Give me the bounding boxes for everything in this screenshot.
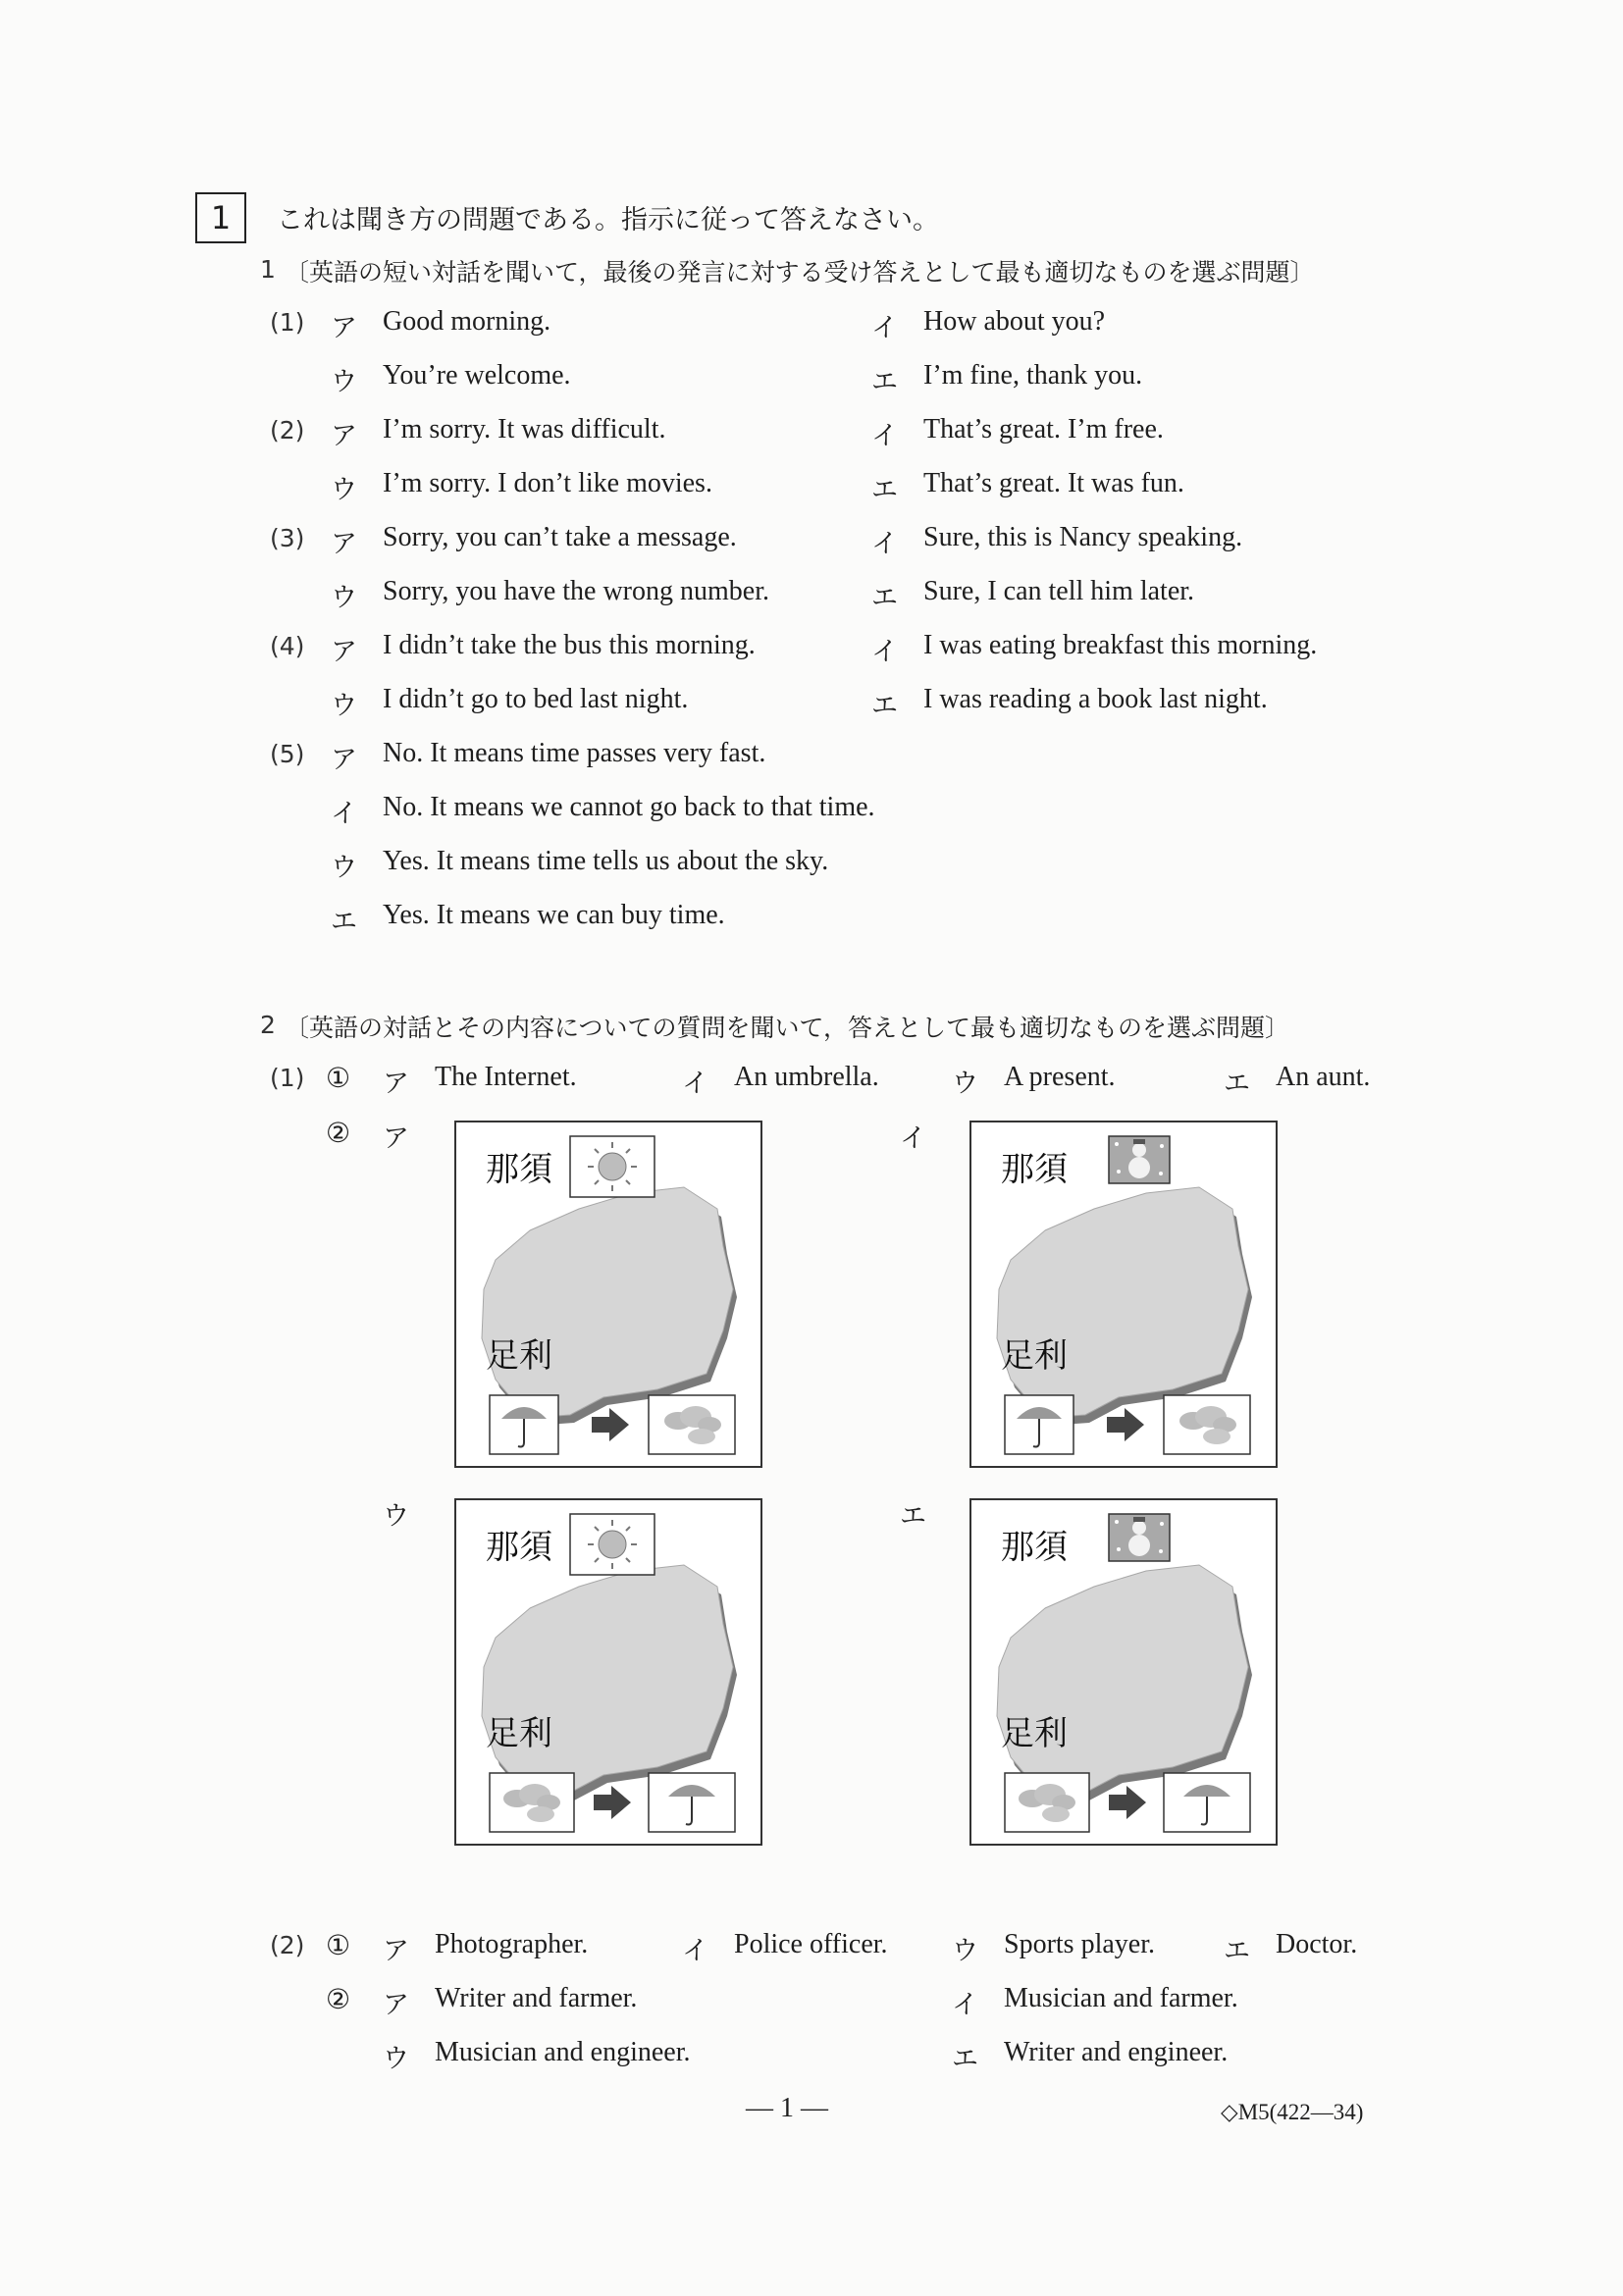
- q2-option-d: That’s great. It was fun.: [923, 468, 1184, 498]
- s2-q2-label: (2): [270, 1931, 305, 1959]
- q3-option-b: Sure, this is Nancy speaking.: [923, 522, 1243, 552]
- kana-d: エ: [1224, 1069, 1250, 1099]
- panel-kana-c: ウ: [383, 1501, 409, 1532]
- south-label: 足利: [486, 1336, 552, 1376]
- kana-a: ア: [331, 313, 357, 343]
- cloud-icon: [1005, 1773, 1089, 1832]
- north-label: 那須: [1001, 1528, 1068, 1567]
- kana-c: ウ: [383, 2044, 409, 2074]
- snowman-icon: [1109, 1514, 1170, 1561]
- q5-label: (5): [270, 740, 305, 768]
- sun-icon: [570, 1136, 654, 1197]
- panel-kana-d: エ: [900, 1501, 926, 1532]
- kana-a: ア: [383, 1069, 409, 1099]
- arrow-right-icon: [1107, 1408, 1144, 1441]
- arrow-right-icon: [594, 1786, 631, 1819]
- q1-option-c: You’re welcome.: [383, 360, 571, 391]
- q1-option-b: How about you?: [923, 306, 1106, 337]
- s2-q1-sub2-label: ②: [326, 1117, 351, 1149]
- kana-b: イ: [871, 313, 898, 343]
- weather-panel-a: [454, 1121, 762, 1468]
- q5-option-d: Yes. It means we can buy time.: [383, 900, 725, 930]
- question-number-box: [195, 192, 246, 243]
- q3-option-c: Sorry, you have the wrong number.: [383, 576, 769, 606]
- kana-c: ウ: [331, 583, 357, 613]
- s2-q1-label: (1): [270, 1064, 305, 1092]
- instruction: これは聞き方の問題である。指示に従って答えなさい。: [277, 205, 939, 235]
- s2-q2-sub1-label: ①: [326, 1929, 351, 1961]
- q2-label: (2): [270, 416, 305, 444]
- kana-c: ウ: [331, 853, 357, 883]
- cloud-icon: [649, 1395, 735, 1454]
- s2-q2-sub2-label: ②: [326, 1983, 351, 2015]
- kana-b: イ: [682, 1069, 708, 1099]
- kana-b: イ: [682, 1936, 708, 1966]
- kana-b: イ: [331, 799, 357, 829]
- arrow-right-icon: [592, 1408, 629, 1441]
- q5-option-b: No. It means we cannot go back to that time.: [383, 792, 875, 822]
- kana-c: ウ: [331, 691, 357, 721]
- umbrella-icon: [1164, 1773, 1250, 1832]
- s2-q1-sub1-option-a: The Internet.: [435, 1062, 577, 1092]
- s2-q2-sub1-option-b: Police officer.: [734, 1929, 888, 1959]
- south-label: 足利: [1001, 1714, 1068, 1753]
- north-label: 那須: [1001, 1150, 1068, 1189]
- weather-panel-b: [969, 1121, 1278, 1468]
- cloud-icon: [1164, 1395, 1250, 1454]
- q5-option-c: Yes. It means time tells us about the sky.: [383, 846, 829, 876]
- kana-c: ウ: [331, 475, 357, 505]
- q1-option-d: I’m fine, thank you.: [923, 360, 1143, 391]
- north-label: 那須: [486, 1528, 552, 1567]
- kana-a: ア: [331, 637, 357, 667]
- q1-option-a: Good morning.: [383, 306, 551, 337]
- weather-icons: [971, 1500, 1276, 1844]
- kana-a: ア: [383, 1990, 409, 2020]
- arrow-right-icon: [1109, 1786, 1146, 1819]
- kana-a: ア: [331, 529, 357, 559]
- weather-icons: [456, 1122, 760, 1466]
- kana-c: ウ: [952, 1069, 978, 1099]
- kana-d: エ: [331, 907, 357, 937]
- s2-q2-sub1-option-a: Photographer.: [435, 1929, 589, 1959]
- kana-c: ウ: [952, 1936, 978, 1966]
- kana-d: エ: [871, 367, 898, 397]
- s2-q1-sub1-label: ①: [326, 1062, 351, 1094]
- south-label: 足利: [486, 1714, 552, 1753]
- q3-label: (3): [270, 524, 305, 552]
- kana-b: イ: [871, 529, 898, 559]
- kana-a: ア: [331, 421, 357, 451]
- s2-q1-sub1-option-c: A present.: [1004, 1062, 1116, 1092]
- snowman-icon: [1109, 1136, 1170, 1183]
- q4-option-a: I didn’t take the bus this morning.: [383, 630, 756, 660]
- panel-kana-b: イ: [900, 1123, 926, 1154]
- s2-q2-sub1-option-c: Sports player.: [1004, 1929, 1155, 1959]
- sun-icon: [570, 1514, 654, 1575]
- exam-code: ◇M5(422—34): [1221, 2100, 1364, 2124]
- q4-option-c: I didn’t go to bed last night.: [383, 684, 689, 714]
- kana-d: エ: [1224, 1936, 1250, 1966]
- kana-c: ウ: [331, 367, 357, 397]
- q2-option-b: That’s great. I’m free.: [923, 414, 1164, 444]
- s2-q2-sub2-option-b: Musician and farmer.: [1004, 1983, 1238, 2013]
- kana-d: エ: [871, 475, 898, 505]
- north-label: 那須: [486, 1150, 552, 1189]
- weather-panel-c: [454, 1498, 762, 1846]
- section1-number: 1: [260, 255, 276, 284]
- section2-number: 2: [260, 1011, 276, 1039]
- q4-option-b: I was eating breakfast this morning.: [923, 630, 1318, 660]
- kana-d: エ: [871, 691, 898, 721]
- weather-panel-d: [969, 1498, 1278, 1846]
- section2-header: 〔英語の対話とその内容についての質問を聞いて，答えとして最も適切なものを選ぶ問題〕: [285, 1014, 1290, 1042]
- south-label: 足利: [1001, 1336, 1068, 1376]
- s2-q2-sub2-option-a: Writer and farmer.: [435, 1983, 638, 2013]
- kana-b: イ: [871, 421, 898, 451]
- kana-a: ア: [383, 1936, 409, 1966]
- weather-icons: [971, 1122, 1276, 1466]
- panel-kana-a: ア: [383, 1123, 409, 1154]
- q1-label: (1): [270, 308, 305, 337]
- umbrella-icon: [1005, 1395, 1073, 1454]
- question-number: 1: [210, 199, 232, 236]
- q4-label: (4): [270, 632, 305, 660]
- umbrella-icon: [490, 1395, 558, 1454]
- weather-icons: [456, 1500, 760, 1844]
- s2-q2-sub1-option-d: Doctor.: [1276, 1929, 1358, 1959]
- kana-a: ア: [331, 745, 357, 775]
- cloud-icon: [490, 1773, 574, 1832]
- q3-option-a: Sorry, you can’t take a message.: [383, 522, 737, 552]
- kana-b: イ: [952, 1990, 978, 2020]
- q2-option-a: I’m sorry. It was difficult.: [383, 414, 666, 444]
- q5-option-a: No. It means time passes very fast.: [383, 738, 766, 768]
- s2-q2-sub2-option-c: Musician and engineer.: [435, 2037, 691, 2067]
- s2-q2-sub2-option-d: Writer and engineer.: [1004, 2037, 1229, 2067]
- kana-d: エ: [952, 2044, 978, 2074]
- umbrella-icon: [649, 1773, 735, 1832]
- kana-d: エ: [871, 583, 898, 613]
- q3-option-d: Sure, I can tell him later.: [923, 576, 1195, 606]
- page-number: — 1 —: [746, 2093, 828, 2123]
- kana-b: イ: [871, 637, 898, 667]
- q2-option-c: I’m sorry. I don’t like movies.: [383, 468, 712, 498]
- q4-option-d: I was reading a book last night.: [923, 684, 1268, 714]
- s2-q1-sub1-option-d: An aunt.: [1276, 1062, 1371, 1092]
- section1-header: 〔英語の短い対話を聞いて，最後の発言に対する受け答えとして最も適切なものを選ぶ問題〕: [285, 258, 1315, 287]
- s2-q1-sub1-option-b: An umbrella.: [734, 1062, 879, 1092]
